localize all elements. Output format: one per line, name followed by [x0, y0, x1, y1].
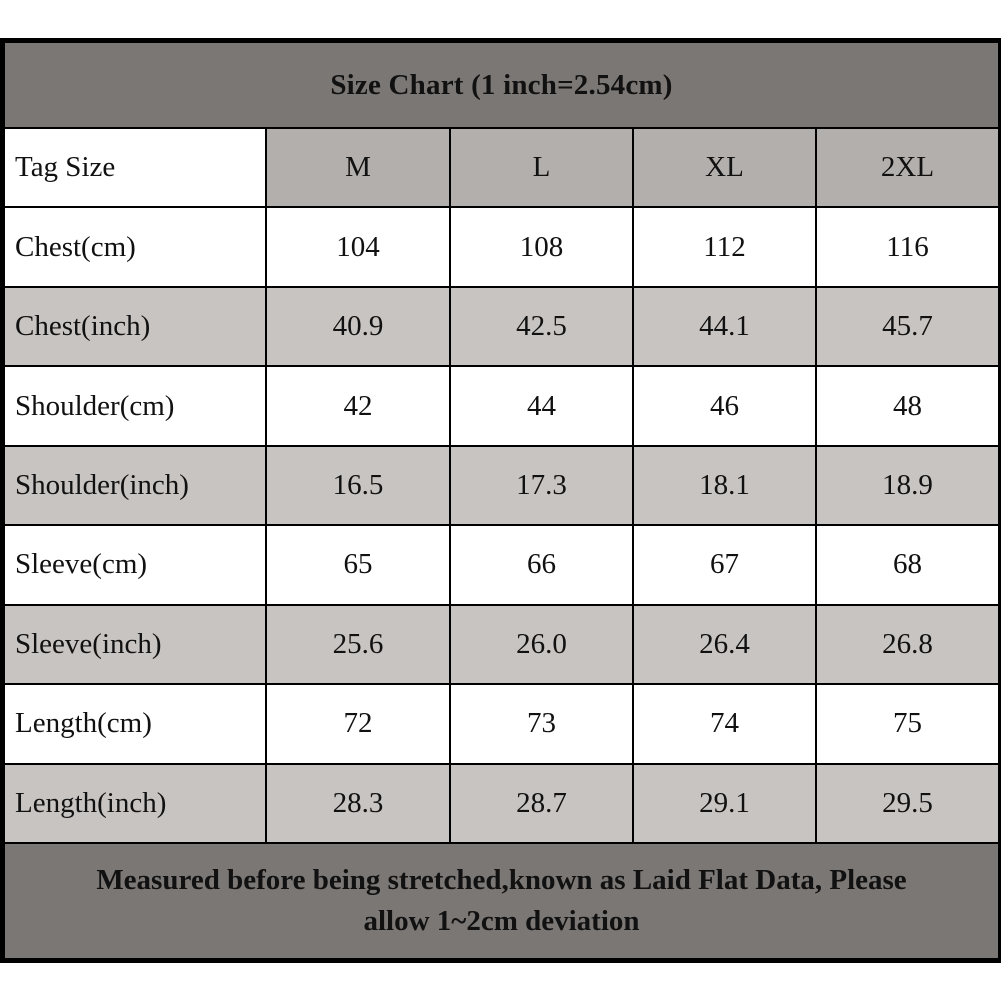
cell-shoulder-inch-2xl: 18.9 — [816, 446, 999, 525]
cell-length-inch-xl: 29.1 — [633, 764, 816, 844]
cell-chest-inch-l: 42.5 — [450, 287, 633, 366]
cell-length-cm-l: 73 — [450, 684, 633, 763]
cell-sleeve-inch-m: 25.6 — [266, 605, 450, 684]
cell-shoulder-inch-l: 17.3 — [450, 446, 633, 525]
row-label-sleeve-inch: Sleeve(inch) — [4, 605, 266, 684]
table-row — [4, 207, 999, 286]
table-row — [4, 287, 999, 366]
cell-shoulder-cm-l: 44 — [450, 366, 633, 445]
cell-chest-cm-l: 108 — [450, 207, 633, 286]
table-row — [4, 764, 999, 844]
cell-chest-inch-m: 40.9 — [266, 287, 450, 366]
chart-footnote-line-2: allow 1~2cm deviation — [363, 905, 640, 937]
cell-sleeve-cm-m: 65 — [266, 525, 450, 604]
cell-chest-cm-m: 104 — [266, 207, 450, 286]
table-header-row — [4, 128, 999, 207]
cell-length-cm-2xl: 75 — [816, 684, 999, 763]
cell-sleeve-cm-l: 66 — [450, 525, 633, 604]
cell-sleeve-inch-xl: 26.4 — [633, 605, 816, 684]
cell-length-cm-xl: 74 — [633, 684, 816, 763]
cell-shoulder-cm-xl: 46 — [633, 366, 816, 445]
column-header-2xl: 2XL — [816, 128, 999, 207]
column-header-l: L — [450, 128, 633, 207]
chart-footnote — [4, 843, 999, 959]
column-header-xl: XL — [633, 128, 816, 207]
table-row — [4, 446, 999, 525]
cell-sleeve-cm-xl: 67 — [633, 525, 816, 604]
column-header-tag-size: Tag Size — [4, 128, 266, 207]
table-row — [4, 684, 999, 763]
size-chart-container — [0, 38, 1001, 963]
table-row — [4, 525, 999, 604]
chart-title: Size Chart (1 inch=2.54cm) — [4, 42, 999, 128]
cell-shoulder-cm-m: 42 — [266, 366, 450, 445]
cell-sleeve-cm-2xl: 68 — [816, 525, 999, 604]
cell-length-cm-m: 72 — [266, 684, 450, 763]
cell-shoulder-inch-xl: 18.1 — [633, 446, 816, 525]
column-header-m: M — [266, 128, 450, 207]
cell-chest-inch-xl: 44.1 — [633, 287, 816, 366]
row-label-chest-inch: Chest(inch) — [4, 287, 266, 366]
row-label-sleeve-cm: Sleeve(cm) — [4, 525, 266, 604]
row-label-shoulder-inch: Shoulder(inch) — [4, 446, 266, 525]
cell-sleeve-inch-l: 26.0 — [450, 605, 633, 684]
cell-length-inch-2xl: 29.5 — [816, 764, 999, 844]
row-label-chest-cm: Chest(cm) — [4, 207, 266, 286]
row-label-length-cm: Length(cm) — [4, 684, 266, 763]
table-row — [4, 605, 999, 684]
cell-chest-cm-xl: 112 — [633, 207, 816, 286]
cell-length-inch-m: 28.3 — [266, 764, 450, 844]
cell-shoulder-cm-2xl: 48 — [816, 366, 999, 445]
row-label-shoulder-cm: Shoulder(cm) — [4, 366, 266, 445]
cell-chest-inch-2xl: 45.7 — [816, 287, 999, 366]
cell-sleeve-inch-2xl: 26.8 — [816, 605, 999, 684]
row-label-length-inch: Length(inch) — [4, 764, 266, 844]
cell-chest-cm-2xl: 116 — [816, 207, 999, 286]
table-title-row — [4, 42, 999, 128]
cell-shoulder-inch-m: 16.5 — [266, 446, 450, 525]
table-footer-row — [4, 843, 999, 959]
cell-length-inch-l: 28.7 — [450, 764, 633, 844]
table-row — [4, 366, 999, 445]
size-chart-table — [3, 41, 1000, 960]
chart-footnote-line-1: Measured before being stretched,known as Laid Flat Data, Please — [96, 863, 907, 896]
